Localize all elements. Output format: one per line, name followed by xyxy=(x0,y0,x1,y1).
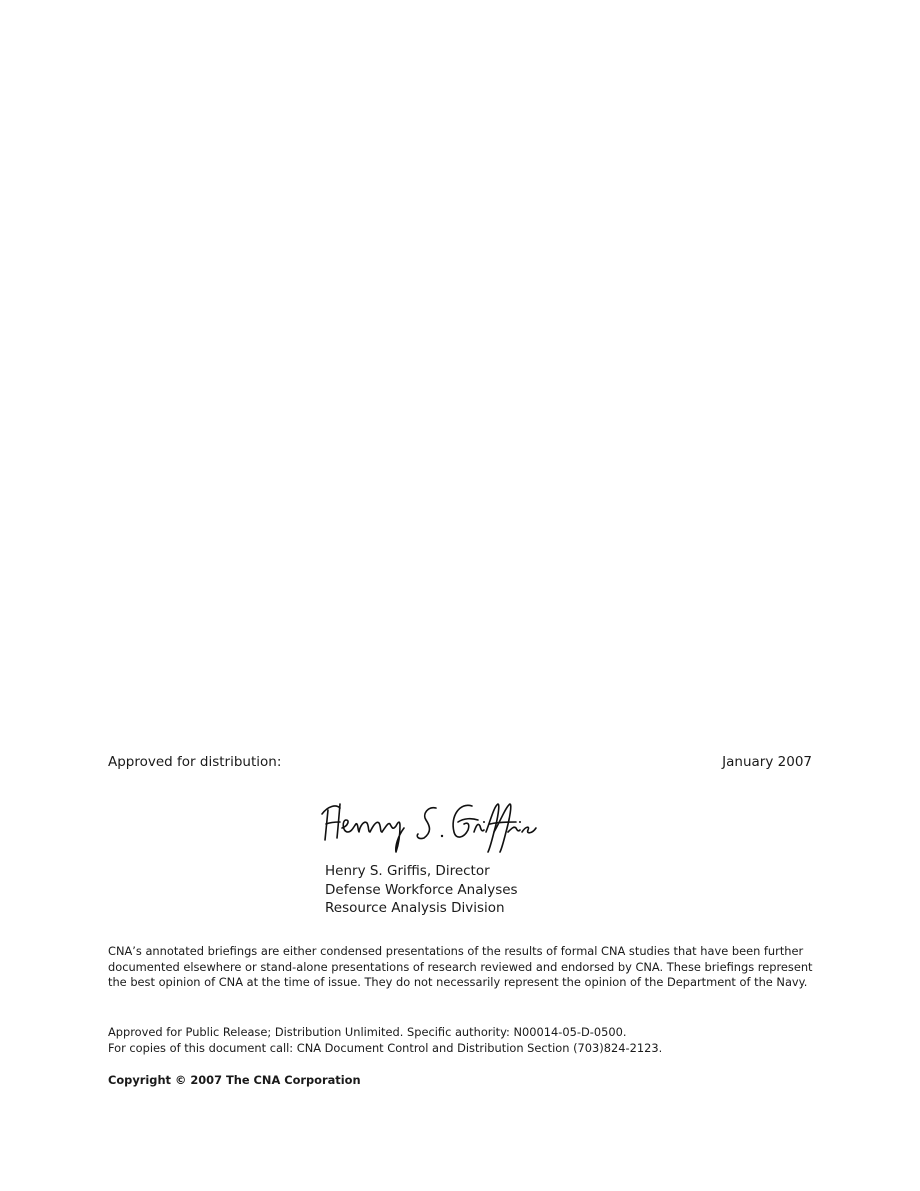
approval-row xyxy=(108,754,812,774)
approval-label: Approved for distribution: xyxy=(108,754,282,770)
release-contact-line: For copies of this document call: CNA Document Control and Distribution Section (703)824-2123. xyxy=(108,1040,663,1055)
signatory-name-title: Henry S. Griffis, Director xyxy=(325,863,490,879)
signatory-block xyxy=(325,862,518,918)
approval-date: January 2007 xyxy=(722,754,812,770)
release-statement xyxy=(108,1025,818,1056)
signature-image xyxy=(318,792,548,854)
copyright-notice: Copyright © 2007 The CNA Corporation xyxy=(108,1073,361,1087)
signatory-division: Resource Analysis Division xyxy=(325,900,505,916)
disclaimer-paragraph: CNA’s annotated briefings are either condensed presentations of the results of formal CNA studies that have been further documented elsewhere or stand-alone presentations of research reviewed and endorsed by CNA. These briefings represent the best opinion of CNA at the time of issue. They do not necessarily represent the opinion of the Department of the Navy. xyxy=(108,944,813,989)
signatory-group: Defense Workforce Analyses xyxy=(325,881,518,898)
release-authority-line: Approved for Public Release; Distribution Unlimited. Specific authority: N00014-05-D-0500. xyxy=(108,1025,627,1039)
